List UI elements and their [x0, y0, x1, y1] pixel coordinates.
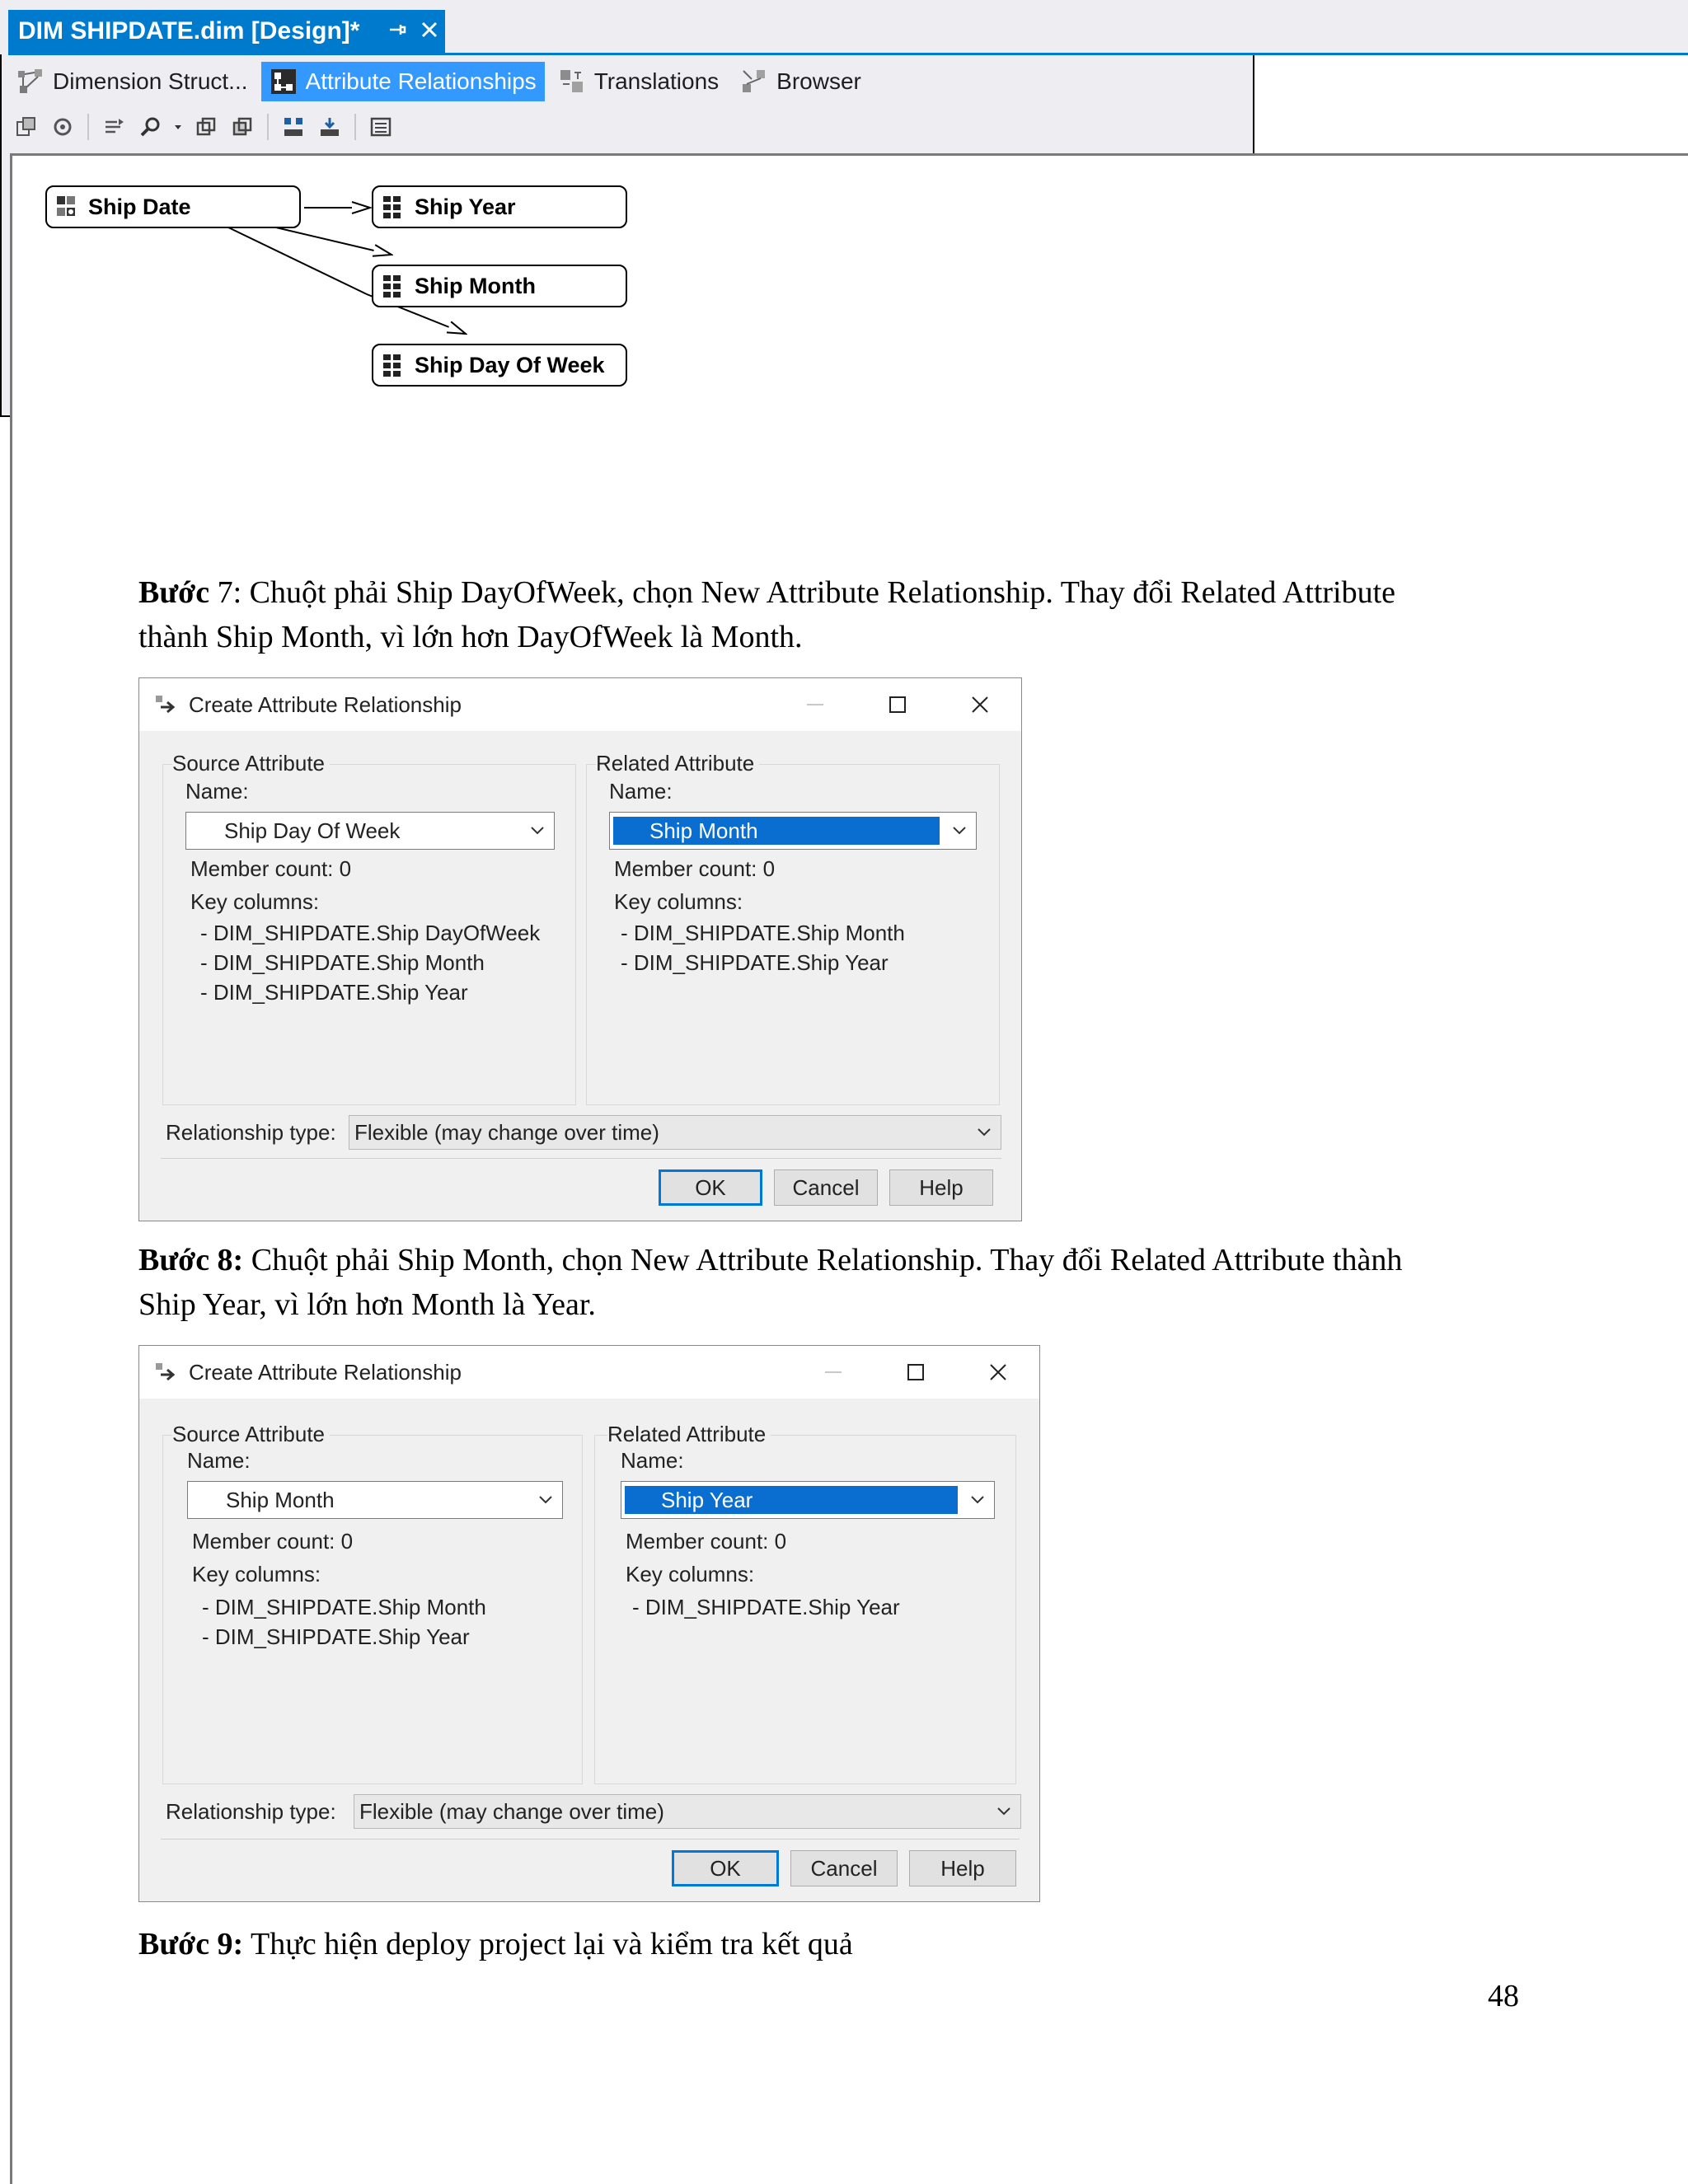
tab-underline [8, 53, 1688, 55]
source-attribute-group-label: Source Attribute [172, 1422, 330, 1447]
minimize-icon [805, 695, 825, 715]
connector-date-to-dayofweek [227, 227, 367, 294]
zoom-dropdown-icon[interactable] [172, 113, 184, 141]
maximize-icon [888, 695, 907, 715]
relationship-type-label: Relationship type: [166, 1799, 336, 1824]
source-name-value: Ship Day Of Week [224, 818, 401, 843]
chevron-down-icon[interactable] [987, 1795, 1020, 1828]
source-name-value: Ship Month [226, 1487, 335, 1512]
step-8-paragraph [138, 1238, 1556, 1327]
cancel-button[interactable]: Cancel [790, 1850, 898, 1886]
source-key-column: - DIM_SHIPDATE.Ship Year [202, 1624, 470, 1649]
tab-dimension-structure[interactable] [8, 62, 256, 101]
ok-button[interactable]: OK [672, 1850, 779, 1886]
source-key-column: - DIM_SHIPDATE.Ship Year [200, 980, 468, 1005]
minimize-icon [823, 1362, 843, 1382]
attribute-ship-year-label: Ship Year [415, 194, 516, 219]
tab-translations-label: Translations [593, 68, 720, 94]
step-9-label: Bước 9: [138, 1927, 244, 1961]
related-name-value: Ship Month [613, 817, 940, 845]
chevron-down-icon[interactable] [961, 1482, 994, 1518]
related-name-value: Ship Year [625, 1486, 958, 1514]
maximize-button[interactable] [856, 678, 939, 731]
attribute-ship-year[interactable] [372, 185, 627, 228]
attribute-ship-month-label: Ship Month [415, 273, 536, 298]
attribute-icon [382, 353, 403, 377]
chevron-down-icon[interactable] [529, 1482, 562, 1518]
source-name-label: Name: [185, 779, 249, 804]
attribute-icon [382, 274, 403, 298]
related-name-combobox[interactable] [609, 812, 977, 850]
designer-view-tabs [8, 59, 874, 104]
divider [161, 1839, 1020, 1840]
related-key-columns-label: Key columns: [626, 1562, 755, 1586]
toolbar-separator [267, 114, 269, 140]
step-9-paragraph [138, 1922, 1556, 1966]
attribute-ship-day-of-week-label: Ship Day Of Week [415, 352, 605, 377]
collapse-all-icon[interactable] [316, 113, 344, 141]
translations-icon [558, 68, 586, 96]
step-8-text-line-2: Ship Year, vì lớn hơn Month là Year. [138, 1287, 596, 1322]
create-attribute-relationship-dialog-1 [138, 677, 1022, 1221]
process-icon[interactable] [49, 113, 77, 141]
key-attribute-icon [55, 194, 77, 219]
minimize-button[interactable] [774, 678, 856, 731]
toolbar-separator [354, 114, 356, 140]
dialog-titlebar [139, 1346, 1039, 1399]
layout-icon[interactable] [228, 113, 256, 141]
tab-browser[interactable] [732, 62, 870, 101]
related-key-column: - DIM_SHIPDATE.Ship Month [621, 921, 905, 945]
zoom-icon[interactable] [136, 113, 164, 141]
source-key-column: - DIM_SHIPDATE.Ship Month [200, 950, 485, 975]
tab-dimension-structure-label: Dimension Struct... [53, 68, 248, 94]
dialog-title: Create Attribute Relationship [189, 1359, 462, 1385]
chevron-down-icon[interactable] [968, 1116, 1001, 1149]
dimension-structure-icon [16, 68, 45, 96]
close-icon [970, 695, 990, 715]
close-button[interactable] [957, 1346, 1039, 1399]
relationship-type-combobox[interactable] [354, 1794, 1021, 1829]
related-name-combobox[interactable] [621, 1481, 995, 1519]
tab-translations[interactable] [550, 62, 727, 101]
chevron-down-icon[interactable] [521, 813, 554, 849]
new-relationship-icon[interactable] [12, 113, 40, 141]
document-tab[interactable] [8, 10, 445, 53]
related-key-column: - DIM_SHIPDATE.Ship Year [621, 950, 889, 975]
relationship-type-combobox[interactable] [349, 1115, 1001, 1150]
cancel-button[interactable]: Cancel [774, 1169, 878, 1206]
dimension-designer-screenshot [0, 0, 1254, 417]
maximize-button[interactable] [874, 1346, 957, 1399]
maximize-icon [906, 1362, 926, 1382]
chevron-down-icon[interactable] [943, 813, 976, 849]
attribute-ship-month[interactable] [372, 265, 627, 307]
related-name-label: Name: [621, 1448, 684, 1473]
related-attribute-group-label: Related Attribute [596, 751, 759, 776]
source-key-column: - DIM_SHIPDATE.Ship Month [202, 1595, 486, 1619]
close-icon[interactable] [414, 18, 445, 45]
source-member-count: Member count: 0 [190, 856, 352, 881]
step-8-label: Bước 8: [138, 1243, 244, 1277]
document-tabstrip [0, 0, 1688, 54]
close-button[interactable] [939, 678, 1021, 731]
step-8-text-line-1: Chuột phải Ship Month, chọn New Attribute Relationship. Thay đổi Related Attribute thành [243, 1243, 1403, 1277]
step-7-text-line-2: thành Ship Month, vì lớn hơn DayOfWeek là Month. [138, 620, 803, 654]
related-key-column: - DIM_SHIPDATE.Ship Year [632, 1595, 900, 1619]
tab-attribute-relationships[interactable] [261, 62, 545, 101]
related-member-count: Member count: 0 [626, 1529, 787, 1554]
attribute-ship-date[interactable] [45, 185, 301, 228]
arrange-icon[interactable] [100, 113, 128, 141]
source-key-columns-label: Key columns: [190, 889, 320, 914]
pin-icon[interactable] [382, 18, 414, 45]
source-key-column: - DIM_SHIPDATE.Ship DayOfWeek [200, 921, 541, 945]
dialog-title: Create Attribute Relationship [189, 691, 462, 717]
relationship-type-value: Flexible (may change over time) [354, 1119, 659, 1145]
source-name-label: Name: [187, 1448, 251, 1473]
step-9-text: Thực hiện deploy project lại và kiểm tra kết quả [243, 1927, 853, 1961]
attribute-ship-day-of-week[interactable] [372, 344, 627, 387]
relationship-type-label: Relationship type: [166, 1120, 336, 1145]
tab-browser-label: Browser [776, 68, 861, 94]
related-attribute-group-label: Related Attribute [607, 1422, 771, 1447]
expand-all-icon[interactable] [279, 113, 307, 141]
source-attribute-group-label: Source Attribute [172, 751, 330, 776]
relationship-arrow-icon [154, 692, 179, 717]
step-7-label: Bước [138, 575, 210, 610]
relationship-arrow-icon [154, 1360, 179, 1385]
source-key-columns-label: Key columns: [192, 1562, 321, 1586]
dialog-titlebar [139, 678, 1021, 731]
page-number: 48 [1488, 1979, 1519, 2013]
properties-icon[interactable] [367, 113, 395, 141]
relationship-type-value: Flexible (may change over time) [359, 1798, 664, 1824]
step-7-paragraph [138, 570, 1556, 659]
divider [161, 1158, 1001, 1159]
ok-button[interactable]: OK [659, 1169, 762, 1206]
create-attribute-relationship-dialog-2 [138, 1345, 1040, 1902]
attribute-ship-date-label: Ship Date [88, 194, 191, 219]
step-7-number: 7 [217, 575, 233, 610]
step-7-text-line-1: : Chuột phải Ship DayOfWeek, chọn New Attribute Relationship. Thay đổi Related Attribute [232, 575, 1396, 610]
related-member-count: Member count: 0 [614, 856, 776, 881]
source-name-combobox[interactable] [187, 1481, 563, 1519]
help-button[interactable]: Help [889, 1169, 993, 1206]
minimize-button[interactable] [792, 1346, 874, 1399]
document-tab-title: DIM SHIPDATE.dim [Design]* [18, 17, 360, 45]
close-icon [988, 1362, 1008, 1382]
tab-attribute-relationships-label: Attribute Relationships [305, 68, 537, 94]
attribute-relationships-icon [270, 68, 298, 96]
related-key-columns-label: Key columns: [614, 889, 743, 914]
help-button[interactable]: Help [909, 1850, 1016, 1886]
source-member-count: Member count: 0 [192, 1529, 354, 1554]
related-name-label: Name: [609, 779, 673, 804]
source-name-combobox[interactable] [185, 812, 555, 850]
browser-icon [740, 68, 768, 96]
toolbar-separator [87, 114, 89, 140]
designer-toolbar [8, 107, 399, 147]
attribute-icon [382, 194, 403, 219]
fit-icon[interactable] [192, 113, 220, 141]
